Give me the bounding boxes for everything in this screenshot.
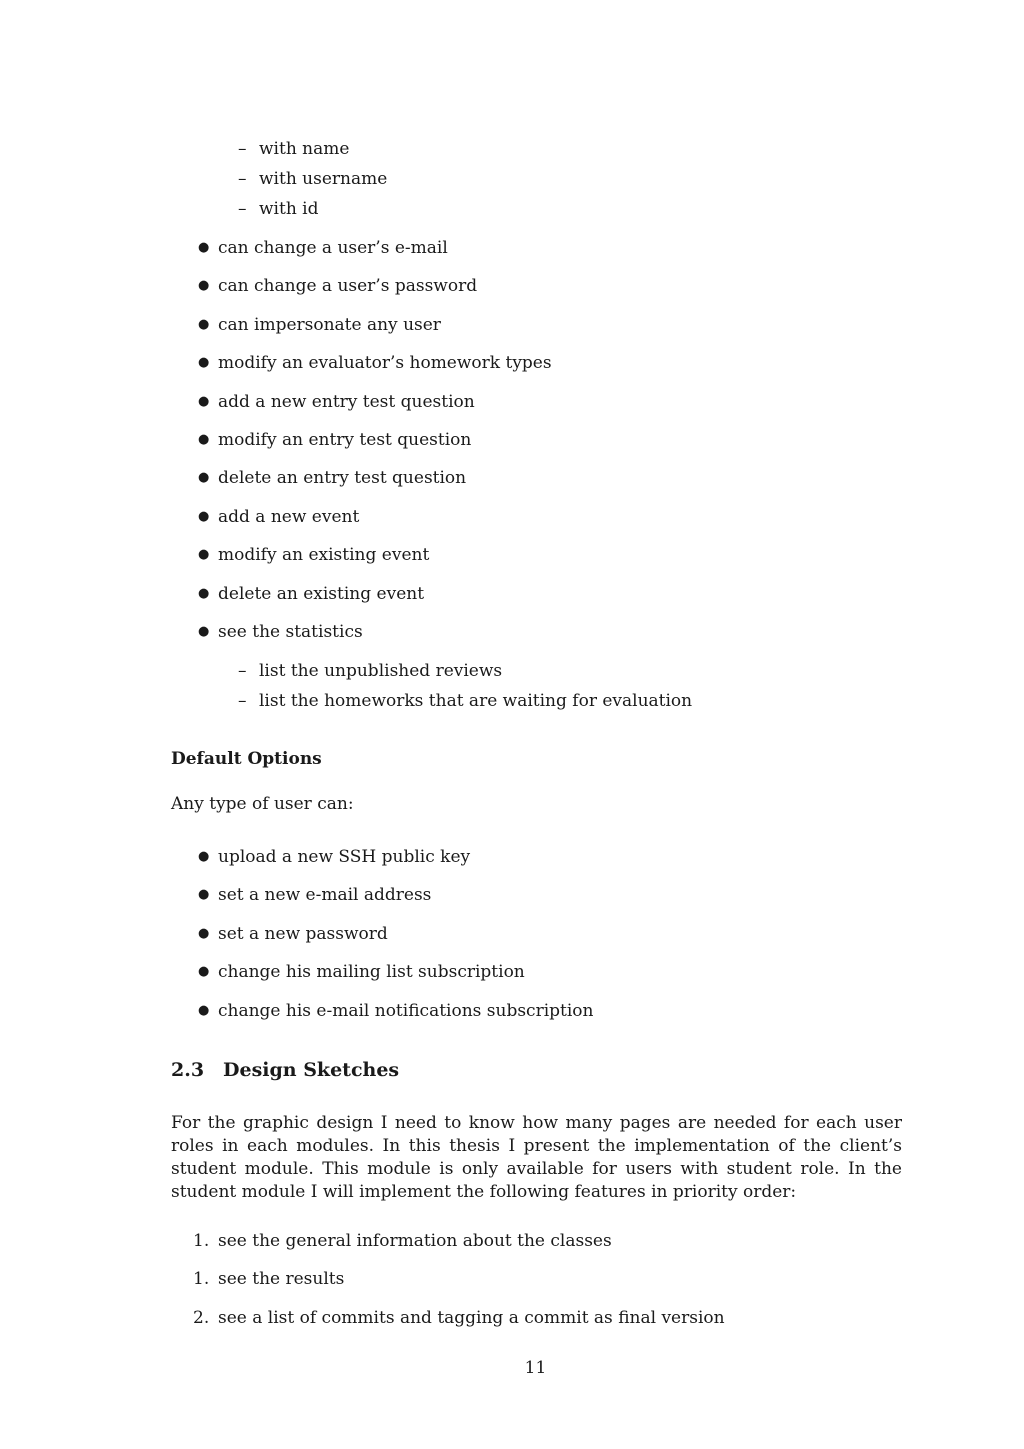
- default-options-heading: Default Options: [171, 749, 322, 769]
- bullet-marker: ●: [198, 470, 210, 485]
- list-item-text: add a new entry test question: [218, 392, 475, 412]
- list-item-text: can change a user’s password: [218, 276, 478, 296]
- bullet-marker: ●: [198, 964, 210, 979]
- enumerated-item-text: see the results: [218, 1269, 345, 1289]
- bullet-marker: ●: [198, 509, 210, 524]
- list-item-text: set a new e-mail address: [218, 885, 432, 905]
- list-item-text: can impersonate any user: [218, 315, 441, 335]
- list-item-text: delete an existing event: [218, 584, 425, 604]
- bullet-marker: ●: [198, 240, 210, 255]
- bullet-marker: ●: [198, 586, 210, 601]
- dash-marker: –: [238, 661, 247, 681]
- bullet-marker: ●: [198, 624, 210, 639]
- list-item-text: modify an evaluator’s homework types: [218, 353, 552, 373]
- sublist-item-text: with name: [259, 139, 350, 159]
- list-item-text: delete an entry test question: [218, 468, 467, 488]
- list-item-text: can change a user’s e-mail: [218, 238, 448, 258]
- list-item-text: modify an existing event: [218, 545, 430, 565]
- dash-marker: –: [238, 169, 247, 189]
- default-options-intro: Any type of user can:: [171, 794, 354, 814]
- sublist-item-text: with id: [259, 199, 319, 219]
- bullet-marker: ●: [198, 432, 210, 447]
- list-item-text: see the statistics: [218, 622, 363, 642]
- bullet-marker: ●: [198, 547, 210, 562]
- bullet-marker: ●: [198, 1003, 210, 1018]
- list-item-text: modify an entry test question: [218, 430, 472, 450]
- dash-marker: –: [238, 691, 247, 711]
- enumerated-item-text: see the general information about the classes: [218, 1231, 612, 1251]
- sublist-item-text: list the unpublished reviews: [259, 661, 503, 681]
- list-item-text: change his mailing list subscription: [218, 962, 525, 982]
- bullet-marker: ●: [198, 887, 210, 902]
- section-title: Design Sketches: [223, 1059, 400, 1081]
- bullet-marker: ●: [198, 849, 210, 864]
- section-paragraph: For the graphic design I need to know how many pages are needed for each user roles in each modules. In this thesis I present the implementation of the client’s student module. This module is only available for users with student role. In the student module I will implement the following features in priority order:: [171, 1113, 902, 1202]
- dash-marker: –: [238, 199, 247, 219]
- enumerated-item-number: 2.: [193, 1308, 210, 1328]
- bullet-marker: ●: [198, 278, 210, 293]
- bullet-marker: ●: [198, 355, 210, 370]
- list-item-text: set a new password: [218, 924, 388, 944]
- list-item-text: change his e-mail notifications subscription: [218, 1001, 594, 1021]
- sublist-item-text: with username: [259, 169, 388, 189]
- bullet-marker: ●: [198, 394, 210, 409]
- sublist-item-text: list the homeworks that are waiting for evaluation: [259, 691, 693, 711]
- section-number: 2.3: [171, 1059, 205, 1081]
- enumerated-item-number: 1.: [193, 1231, 210, 1251]
- bullet-marker: ●: [198, 926, 210, 941]
- page-number: 11: [524, 1358, 547, 1378]
- list-item-text: add a new event: [218, 507, 360, 527]
- dash-marker: –: [238, 139, 247, 159]
- bullet-marker: ●: [198, 317, 210, 332]
- list-item-text: upload a new SSH public key: [218, 847, 471, 867]
- enumerated-item-number: 1.: [193, 1269, 210, 1289]
- enumerated-item-text: see a list of commits and tagging a commit as final version: [218, 1308, 725, 1328]
